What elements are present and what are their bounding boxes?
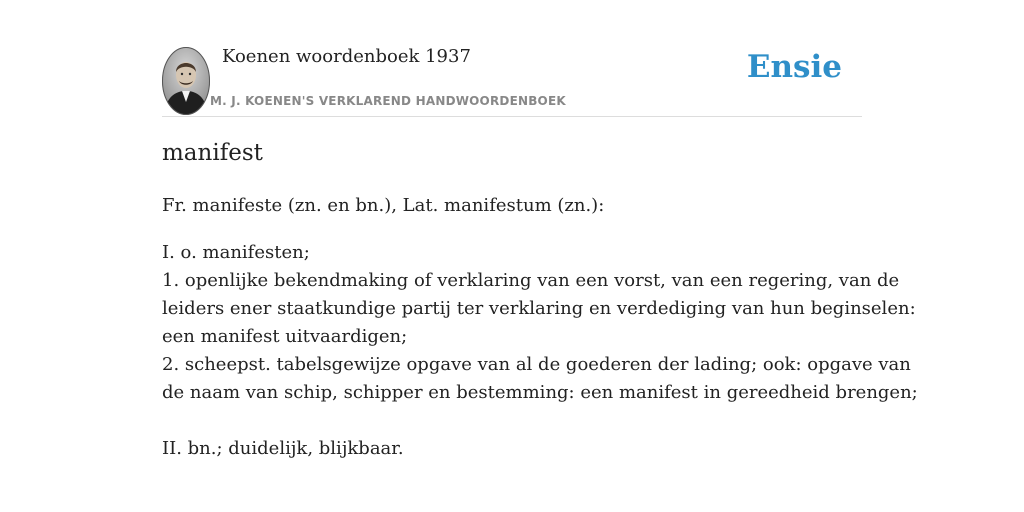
- definition-line: 1. openlijke bekendmaking of verklaring van een vorst, van een regering, van de: [162, 270, 900, 291]
- author-portrait-icon: [162, 47, 210, 115]
- adjective-sense: II. bn.; duidelijk, blijkbaar.: [162, 438, 404, 459]
- paragraph-gap: [162, 407, 872, 435]
- dictionary-title[interactable]: Koenen woordenboek 1937: [222, 46, 471, 67]
- entry-definitions: [162, 239, 918, 463]
- definition-line: de naam van schip, schipper en bestemming: een manifest in gereedheid brengen;: [162, 382, 918, 403]
- definition-line: I. o. manifesten;: [162, 242, 310, 263]
- dictionary-header: [162, 40, 862, 117]
- definition-line: een manifest uitvaardigen;: [162, 326, 408, 347]
- entry-etymology: Fr. manifeste (zn. en bn.), Lat. manifestum (zn.):: [162, 195, 605, 216]
- entry-body: [162, 192, 918, 463]
- definition-line: 2. scheepst. tabelsgewijze opgave van al de goederen der lading; ook: opgave van: [162, 354, 911, 375]
- entry-headword: manifest: [162, 140, 263, 166]
- definition-line: leiders ener staatkundige partij ter verklaring en verdediging van hun beginselen:: [162, 298, 916, 319]
- dictionary-subtitle: M. J. KOENEN'S VERKLAREND HANDWOORDENBOEK: [210, 94, 566, 108]
- ensie-logo-link[interactable]: Ensie: [746, 49, 842, 85]
